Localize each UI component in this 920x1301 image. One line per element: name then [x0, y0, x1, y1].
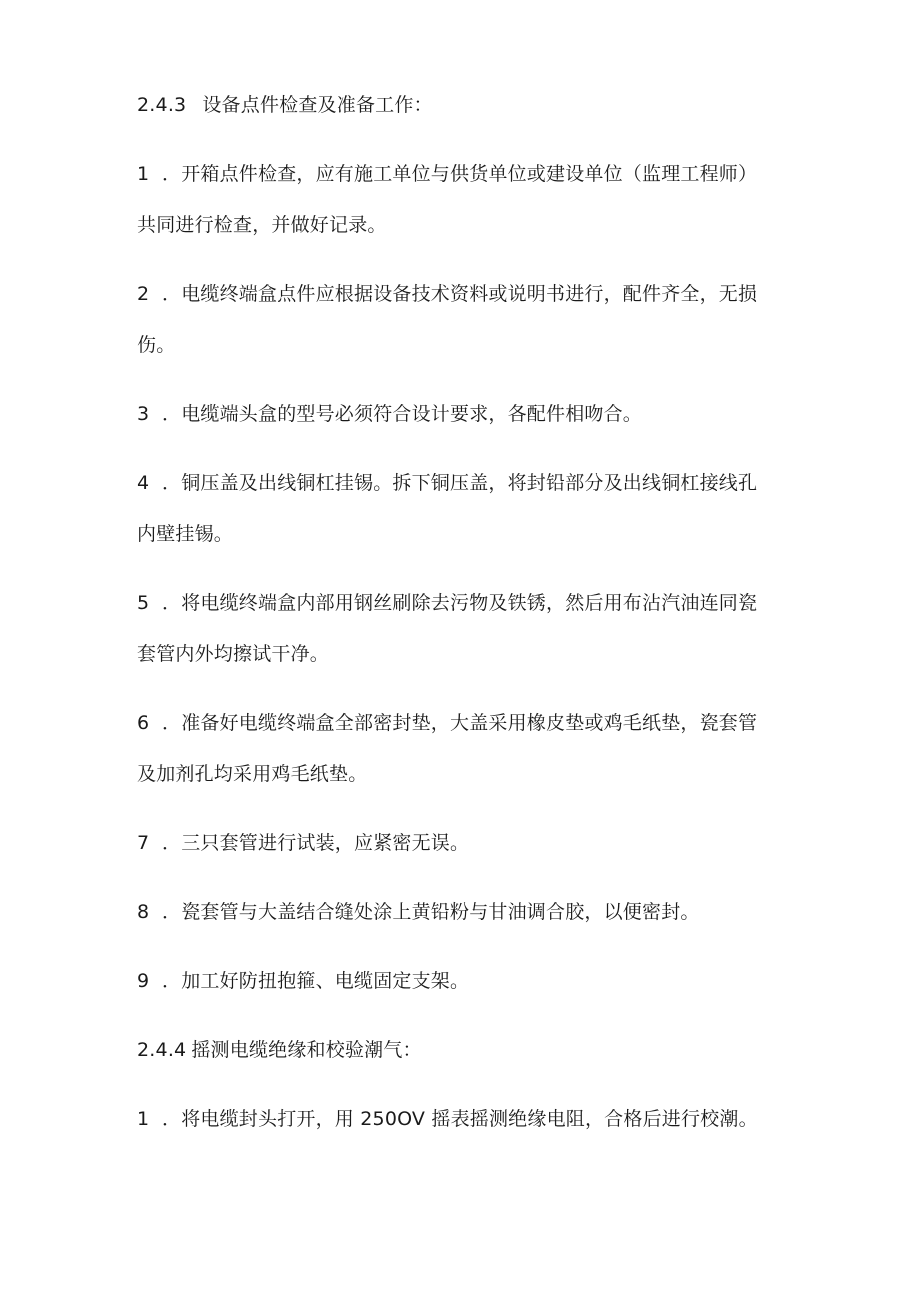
list-item-continuation: 及加剂孔均采用鸡毛纸垫。	[137, 763, 368, 785]
item-text: ．电缆终端盒点件应根据设备技术资料或说明书进行，配件齐全，无损	[162, 283, 758, 305]
list-item	[137, 709, 800, 737]
item-number: 6	[137, 712, 150, 734]
item-text: ．将电缆封头打开，用 250OV 摇表摇测绝缘电阻，合格后进行校潮。	[162, 1108, 758, 1130]
item-text: ．开箱点件检查，应有施工单位与供货单位或建设单位（监理工程师）	[162, 163, 758, 185]
item-text: ．铜压盖及出线铜杠挂锡。拆下铜压盖，将封铅部分及出线铜杠接线孔	[162, 472, 758, 494]
list-item	[137, 469, 800, 497]
item-number: 9	[137, 970, 150, 992]
list-item	[137, 160, 800, 188]
list-item-continuation: 伤。	[137, 334, 176, 356]
item-number: 8	[137, 901, 150, 923]
list-item-continuation: 套管内外均擦试干净。	[137, 643, 330, 665]
item-number: 3	[137, 403, 150, 425]
item-number: 1	[137, 163, 150, 185]
item-number: 2	[137, 283, 150, 305]
item-text: ．瓷套管与大盖结合缝处涂上黄铅粉与甘油调合胶，以便密封。	[162, 901, 700, 923]
section-heading-2-4-4	[137, 1036, 800, 1064]
section-title: 摇测电缆绝缘和校验潮气：	[191, 1039, 422, 1061]
list-item	[137, 829, 800, 857]
item-number: 7	[137, 832, 150, 854]
item-number: 1	[137, 1108, 150, 1130]
section-number: 2.4.3	[137, 94, 187, 116]
section-heading-2-4-3	[137, 91, 800, 119]
list-item-continuation: 内壁挂锡。	[137, 523, 234, 545]
item-text: ．加工好防扭抱箍、电缆固定支架。	[162, 970, 470, 992]
list-item	[137, 589, 800, 617]
list-item	[137, 280, 800, 308]
item-text: ．将电缆终端盒内部用钢丝刷除去污物及铁锈，然后用布沾汽油连同瓷	[162, 592, 758, 614]
section-title: 设备点件检查及准备工作：	[202, 94, 433, 116]
item-text: ．准备好电缆终端盒全部密封垫，大盖采用橡皮垫或鸡毛纸垫，瓷套管	[162, 712, 758, 734]
list-item	[137, 1105, 800, 1133]
item-number: 5	[137, 592, 150, 614]
item-text: ．三只套管进行试装，应紧密无误。	[162, 832, 470, 854]
section-number: 2.4.4	[137, 1039, 187, 1061]
list-item	[137, 898, 800, 926]
item-number: 4	[137, 472, 150, 494]
list-item	[137, 400, 800, 428]
item-text: ．电缆端头盒的型号必须符合设计要求，各配件相吻合。	[162, 403, 643, 425]
list-item-continuation: 共同进行检查，并做好记录。	[137, 214, 387, 236]
list-item	[137, 967, 800, 995]
